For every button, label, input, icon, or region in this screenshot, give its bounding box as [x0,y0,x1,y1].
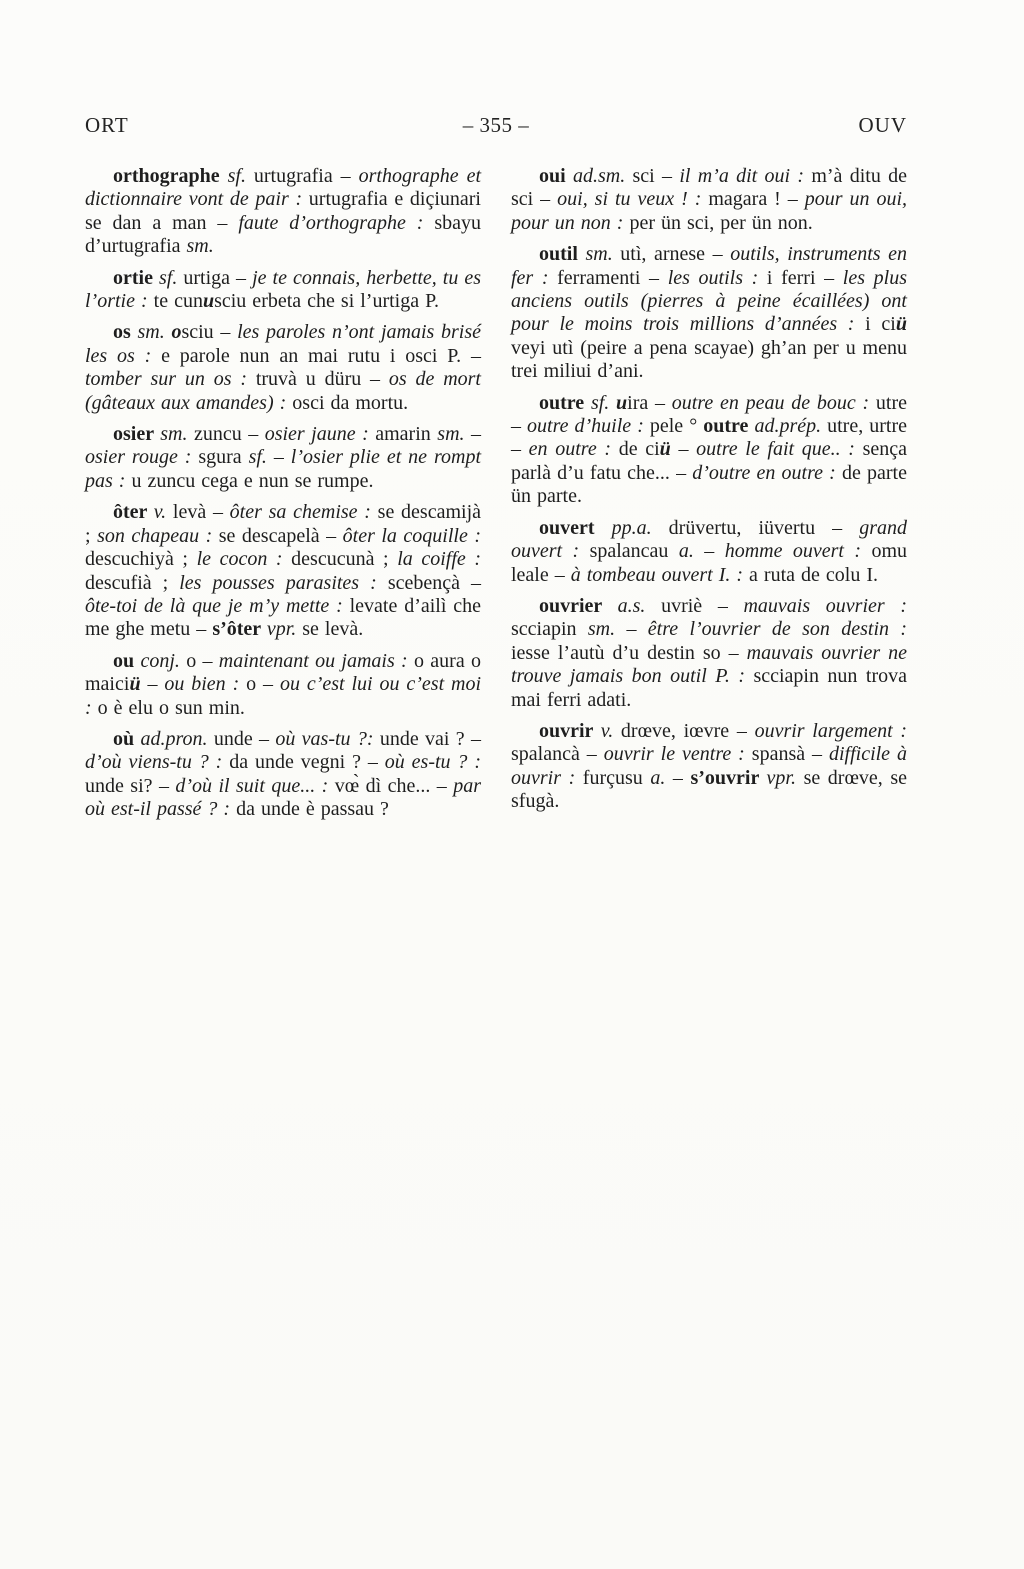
right-column [511,165,907,822]
text-run: sm. [585,243,621,266]
text-run: unde si? – [85,774,176,797]
text-run: sciu erbeta che si l’urtiga P. [214,290,440,313]
headword: ortie [113,266,159,289]
text-run: sm. [186,235,214,258]
text-run: i ferri – [766,266,843,289]
text-run: maintenant ou jamais : [218,649,414,672]
text-run: pp.a. [611,516,669,539]
headword: ôter [113,501,154,524]
entry-ou-adv [85,728,481,822]
text-run: il m’a dit oui : [679,165,812,187]
text-run: da unde vegni ? – [229,751,385,774]
text-run: o aura o maici [85,649,482,696]
text-run: oui, si tu veux ! : [557,188,709,211]
text-run: la coiffe : [397,548,481,571]
text-run: vpr. [766,766,804,789]
text-run: osci da mortu. [292,391,409,414]
text-run: os de mort (gâteaux aux amandes) : [85,368,481,414]
text-columns [85,165,907,822]
text-run: urtiga – [183,266,253,289]
headword: ouvert [539,516,612,539]
text-run: je te connais, herbette, tu es l’ortie : [85,266,482,313]
text-run: pour un oui, pour un non : [511,188,908,234]
guide-word-left: ORT [85,113,129,137]
text-run: v. [153,501,173,524]
text-run: ôter la coquille : [342,524,482,547]
text-run: sciu – [181,321,238,344]
entry-outre [511,392,907,509]
text-run: ad.prép. [754,415,828,438]
text-run: homme ouvert : [724,540,872,563]
text-run: utì, arnese – [620,243,731,266]
text-run: utre – [511,391,907,438]
text-run: d’où viens-tu ? : [85,751,230,774]
text-run: utre, urtre – [511,415,907,461]
text-run: en outre : [528,438,619,461]
text-run: ü [659,438,671,461]
entry-ortie [85,267,481,314]
left-column [85,165,481,822]
text-run: les pousses parasites : [179,571,388,594]
text-run: outre d’huile : [527,415,650,438]
text-run: scebençà – [387,571,482,594]
text-run: amarin [375,423,438,446]
text-run: se levà. [302,618,364,641]
text-run: iesse l’autù d’u destin so – [511,641,747,664]
text-run: s’ouvrir [690,766,767,789]
text-run: où es-tu ? : [384,751,481,774]
text-run: outre [703,415,755,438]
text-run: tomber sur un os : [85,368,256,391]
text-run: osier rouge : [85,446,199,469]
text-run: ou bien : [164,673,247,696]
text-run: son chapeau : [97,524,219,547]
headword: ouvrir [539,719,601,742]
text-run: a. [678,540,705,563]
text-run: ad.sm. [572,165,633,187]
text-run: pele ° [649,415,704,438]
text-run: mauvais ouvrier ne trouve jamais bon outil P. : [511,641,907,688]
text-run: u [616,391,628,414]
text-run: drüvertu, iüvertu – [668,516,860,539]
text-run: i ci [865,313,896,336]
text-run: omu leale – [511,540,907,586]
text-run: – [670,438,697,461]
text-run: o – [186,649,219,672]
text-run: ü [129,673,141,696]
text-run: sbayu d’urtugrafia [85,211,481,258]
entry-oui [511,165,907,235]
text-run: da unde è passau ? [236,798,389,821]
headword: ouvrier [539,594,618,617]
running-head [85,112,907,138]
text-run: levà – [172,501,230,524]
text-run: – [704,540,725,563]
page-number: – 355 – [462,113,530,137]
headword: ou [113,649,141,672]
text-run: descufià ; [85,571,180,594]
text-run: ad.pron. [140,727,214,750]
text-run: o è elu o sun min. [97,696,245,719]
text-run: veyi utì (peire a pena scayae) gh’an per u menu trei miliui d’ani. [511,336,907,383]
text-run: urtugrafia e diçiunari se dan a man – [85,188,481,234]
text-run: difficile à ouvrir : [511,743,907,789]
text-run: u zuncu cega e nun se rumpe. [131,469,374,492]
text-run: furçusu [582,766,651,789]
text-run: – [626,618,648,641]
text-run: d’où il suit que... : [175,774,335,797]
text-run: scciapin nun trova mai ferri adati. [511,665,907,711]
text-run: – [273,446,291,469]
text-run: conj. [140,649,187,672]
text-run: descuchiyà ; [85,548,197,571]
text-run: u [202,290,215,313]
text-run: sci – [632,165,680,187]
text-run: ouvrir le ventre : [603,743,752,766]
text-run: le cocon : [196,548,292,571]
headword: où [113,727,141,750]
entry-ouvrir [511,720,907,814]
text-run: mauvais ouvrier : [743,594,907,617]
text-run: sf. [248,446,274,469]
text-run: orthographe et dictionnaire vont de pair : [85,165,481,211]
text-run: à tombeau ouvert I. : [570,563,750,586]
text-run: – [471,423,481,446]
text-run: de parte ün parte. [511,461,907,508]
text-run: sm. [137,321,172,344]
headword: outil [539,243,586,266]
text-run: ira – [627,391,672,414]
entry-ouvert [511,517,907,587]
headword: oui [539,165,573,187]
text-run: m’à ditu de sci – [511,165,908,211]
text-run: spalancau [589,540,679,563]
text-run: sf. [590,391,617,414]
entry-ouvrier [511,595,907,712]
text-run: sm. [160,423,194,446]
headword: outre [539,391,591,414]
text-run: d’outre en outre : [692,461,842,484]
text-run: l’osier plie et ne rompt pas : [85,446,482,492]
text-run: spansà – [751,743,829,766]
text-run: sença parlà d’u fatu che... – [511,438,908,484]
text-run: unde vai ? – [379,727,482,750]
text-run: a. [650,766,673,789]
guide-word-right: OUV [858,113,907,137]
text-run: se drœve, se sfugà. [511,766,907,813]
text-run: drœve, iœvre – [620,719,755,742]
text-run: se descamijà ; [85,501,482,547]
text-run: sf. [159,266,184,289]
headword: orthographe [113,165,228,187]
text-run: v. [600,719,621,742]
text-run: – [140,673,165,696]
page-content [85,112,907,822]
text-run: uvriè – [661,594,744,617]
text-run: magara ! – [708,188,805,211]
text-run: se descapelà – [218,524,343,547]
text-run: unde – [213,727,276,750]
text-run: où vas-tu ?: [275,727,380,750]
text-run: être l’ouvrier de son destin : [647,618,907,641]
text-run: ôter sa chemise : [229,501,378,524]
text-run: zuncu – [193,423,265,446]
text-run: – [672,766,691,789]
text-run: o – [246,673,280,696]
text-run: spalancà – [511,743,604,766]
text-run: s’ôter [212,618,267,641]
text-run: a ruta de colu I. [749,563,878,586]
entry-osier [85,423,481,493]
text-run: grand ouvert : [511,516,908,563]
entry-oter [85,501,481,641]
text-run: vœ̀ dì che... – [334,774,454,797]
text-run: e parole nun an mai rutu i osci P. – [161,344,481,367]
text-run: les plus anciens outils (pierres à peine écaillées) ont pour le moins trois millions d’années : [511,266,907,336]
text-run: de ci [618,438,660,461]
text-run: levate d’ailì che me ghe metu – [85,594,481,641]
text-run: osier jaune : [264,423,376,446]
text-run: sm. [587,618,627,641]
text-run: outils, instruments en fer : [511,243,908,289]
entry-outil [511,243,907,383]
text-run: te cun [153,290,203,313]
text-run: les outils : [667,266,767,289]
text-run: ü [895,313,907,336]
text-run: scciapin [511,618,588,641]
text-run: ou c’est lui ou c’est moi : [85,673,482,719]
text-run: a.s. [617,594,662,617]
text-run: ôte-toi de là que je m’y mette : [85,594,350,617]
text-run: outre le fait que.. : [696,438,863,461]
text-run: les paroles n’ont jamais brisé les os : [85,321,481,367]
text-run: ouvrir largement : [754,719,907,742]
headword: osier [113,423,161,446]
text-run: par où est-il passé ? : [85,774,481,821]
entry-ou [85,650,481,720]
headword: os [113,321,138,344]
text-run: faute d’orthographe : [238,211,435,234]
text-run: outre en peau de bouc : [671,391,876,414]
text-run: urtugrafia – [253,165,359,187]
entry-orthographe [85,165,481,259]
entry-os [85,321,481,415]
text-run: o [171,321,182,344]
text-run: ferramenti – [557,266,668,289]
text-run: sf. [227,165,254,187]
text-run: per ün sci, per ün non. [629,211,813,234]
text-run: vpr. [266,618,303,641]
text-run: sgura [198,446,249,469]
text-run: sm. [437,423,471,446]
text-run: descucunà ; [291,548,398,571]
text-run: truvà u düru – [255,368,389,391]
